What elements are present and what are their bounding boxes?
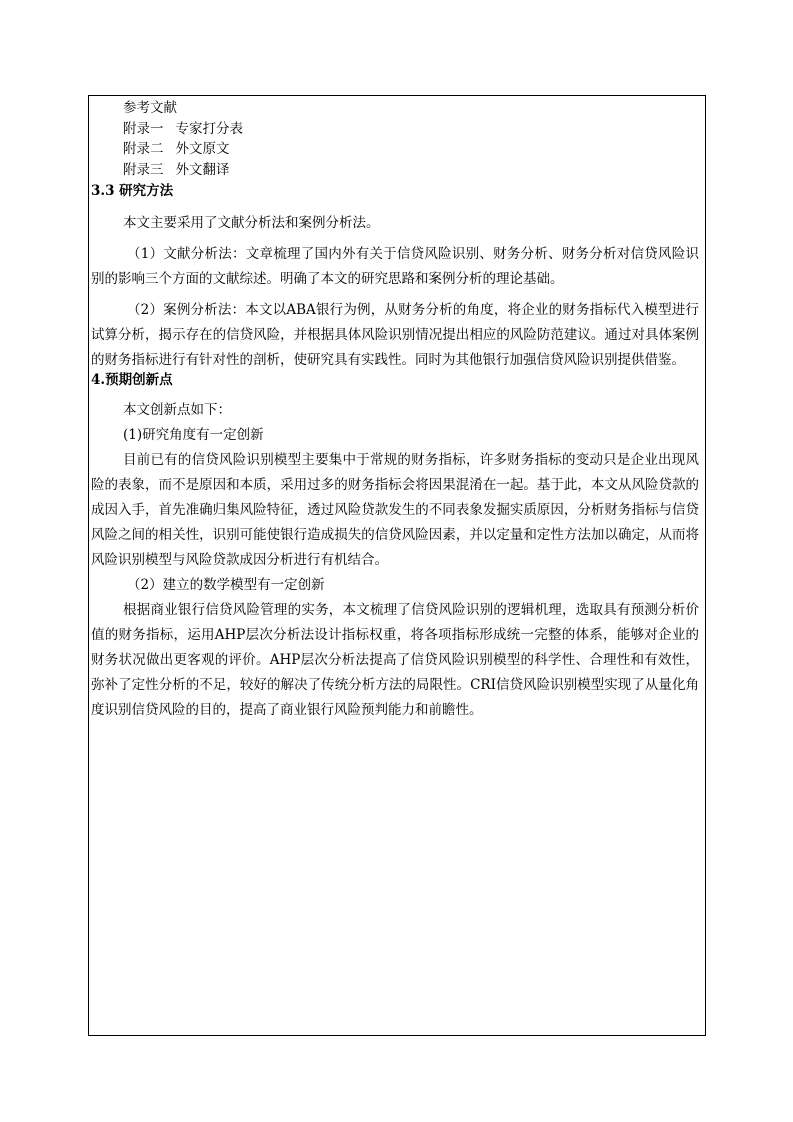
- toc-title: 外文原文: [175, 141, 230, 157]
- paragraph-methods-intro: 本文主要采用了文献分析法和案例分析法。: [123, 215, 380, 231]
- section-heading-innovations: 4.预期创新点: [91, 372, 173, 388]
- toc-label: 附录二: [123, 141, 164, 157]
- document-content: [91, 98, 699, 723]
- toc-item-appendix-3: [114, 160, 699, 181]
- toc-title: 外文翻译: [175, 161, 230, 178]
- paragraph-literature-analysis: （1）文献分析法：文章梳理了国内外有关于信贷风险识别、财务分析、财务分析对信贷风险识别的影响三个方面的文献综述。明确了本文的研究思路和案例分析的理论基础。: [91, 246, 699, 287]
- subheading-math-model: （2）建立的数学模型有一定创新: [127, 577, 325, 593]
- toc-title: 专家打分表: [175, 120, 243, 137]
- toc-item-appendix-2: [114, 139, 699, 160]
- toc-label: 附录三: [123, 161, 164, 178]
- paragraph-innovations-intro: 本文创新点如下：: [123, 402, 231, 418]
- paragraph-case-analysis: （2）案例分析法：本文以ABA银行为例，从财务分析的角度，将企业的财务指标代入模型进行试算分析，揭示存在的信贷风险，并根据具体风险识别情况提出相应的风险防范建议。通过对具体案例的财务指标进行有针对性的剖析，使研究具有实践性。同时为其他银行加强信贷风险识别提供借鉴。: [91, 302, 699, 368]
- paragraph-math-model: 根据商业银行信贷风险管理的实务，本文梳理了信贷风险识别的逻辑机理，选取具有预测分析价值的财务指标，运用AHP层次分析法设计指标权重，将各项指标形成统一完整的体系，能够对企业的财务状况做出更客观的评价。AHP层次分析法提高了信贷风险识别模型的科学性、合理性和有效性，弥补了定性分析的不足，较好的解决了传统分析方法的局限性。CRI信贷风险识别模型实现了从量化角度识别信贷风险的目的，提高了商业银行风险预判能力和前瞻性。: [91, 602, 699, 718]
- toc-item-appendix-1: [114, 119, 699, 140]
- section-heading-research-methods: 3.3 研究方法: [91, 183, 174, 199]
- toc-item-references: [114, 98, 699, 119]
- subheading-research-angle: (1)研究角度有一定创新: [123, 427, 264, 443]
- paragraph-research-angle: 目前已有的信贷风险识别模型主要集中于常规的财务指标，许多财务指标的变动只是企业出现风险的表象，而不是原因和本质，采用过多的财务指标会将因果混淆在一起。基于此，本文从风险贷款的成因入手，首先准确归集风险特征，透过风险贷款发生的不同表象发掘实质原因，分析财务指标与信贷风险之间的相关性，识别可能使银行造成损失的信贷风险因素，并以定量和定性方法加以确定，从而将风险识别模型与风险贷款成因分析进行有机结合。: [91, 452, 699, 568]
- toc-label: 参考文献: [123, 100, 177, 116]
- toc-label: 附录一: [123, 120, 164, 137]
